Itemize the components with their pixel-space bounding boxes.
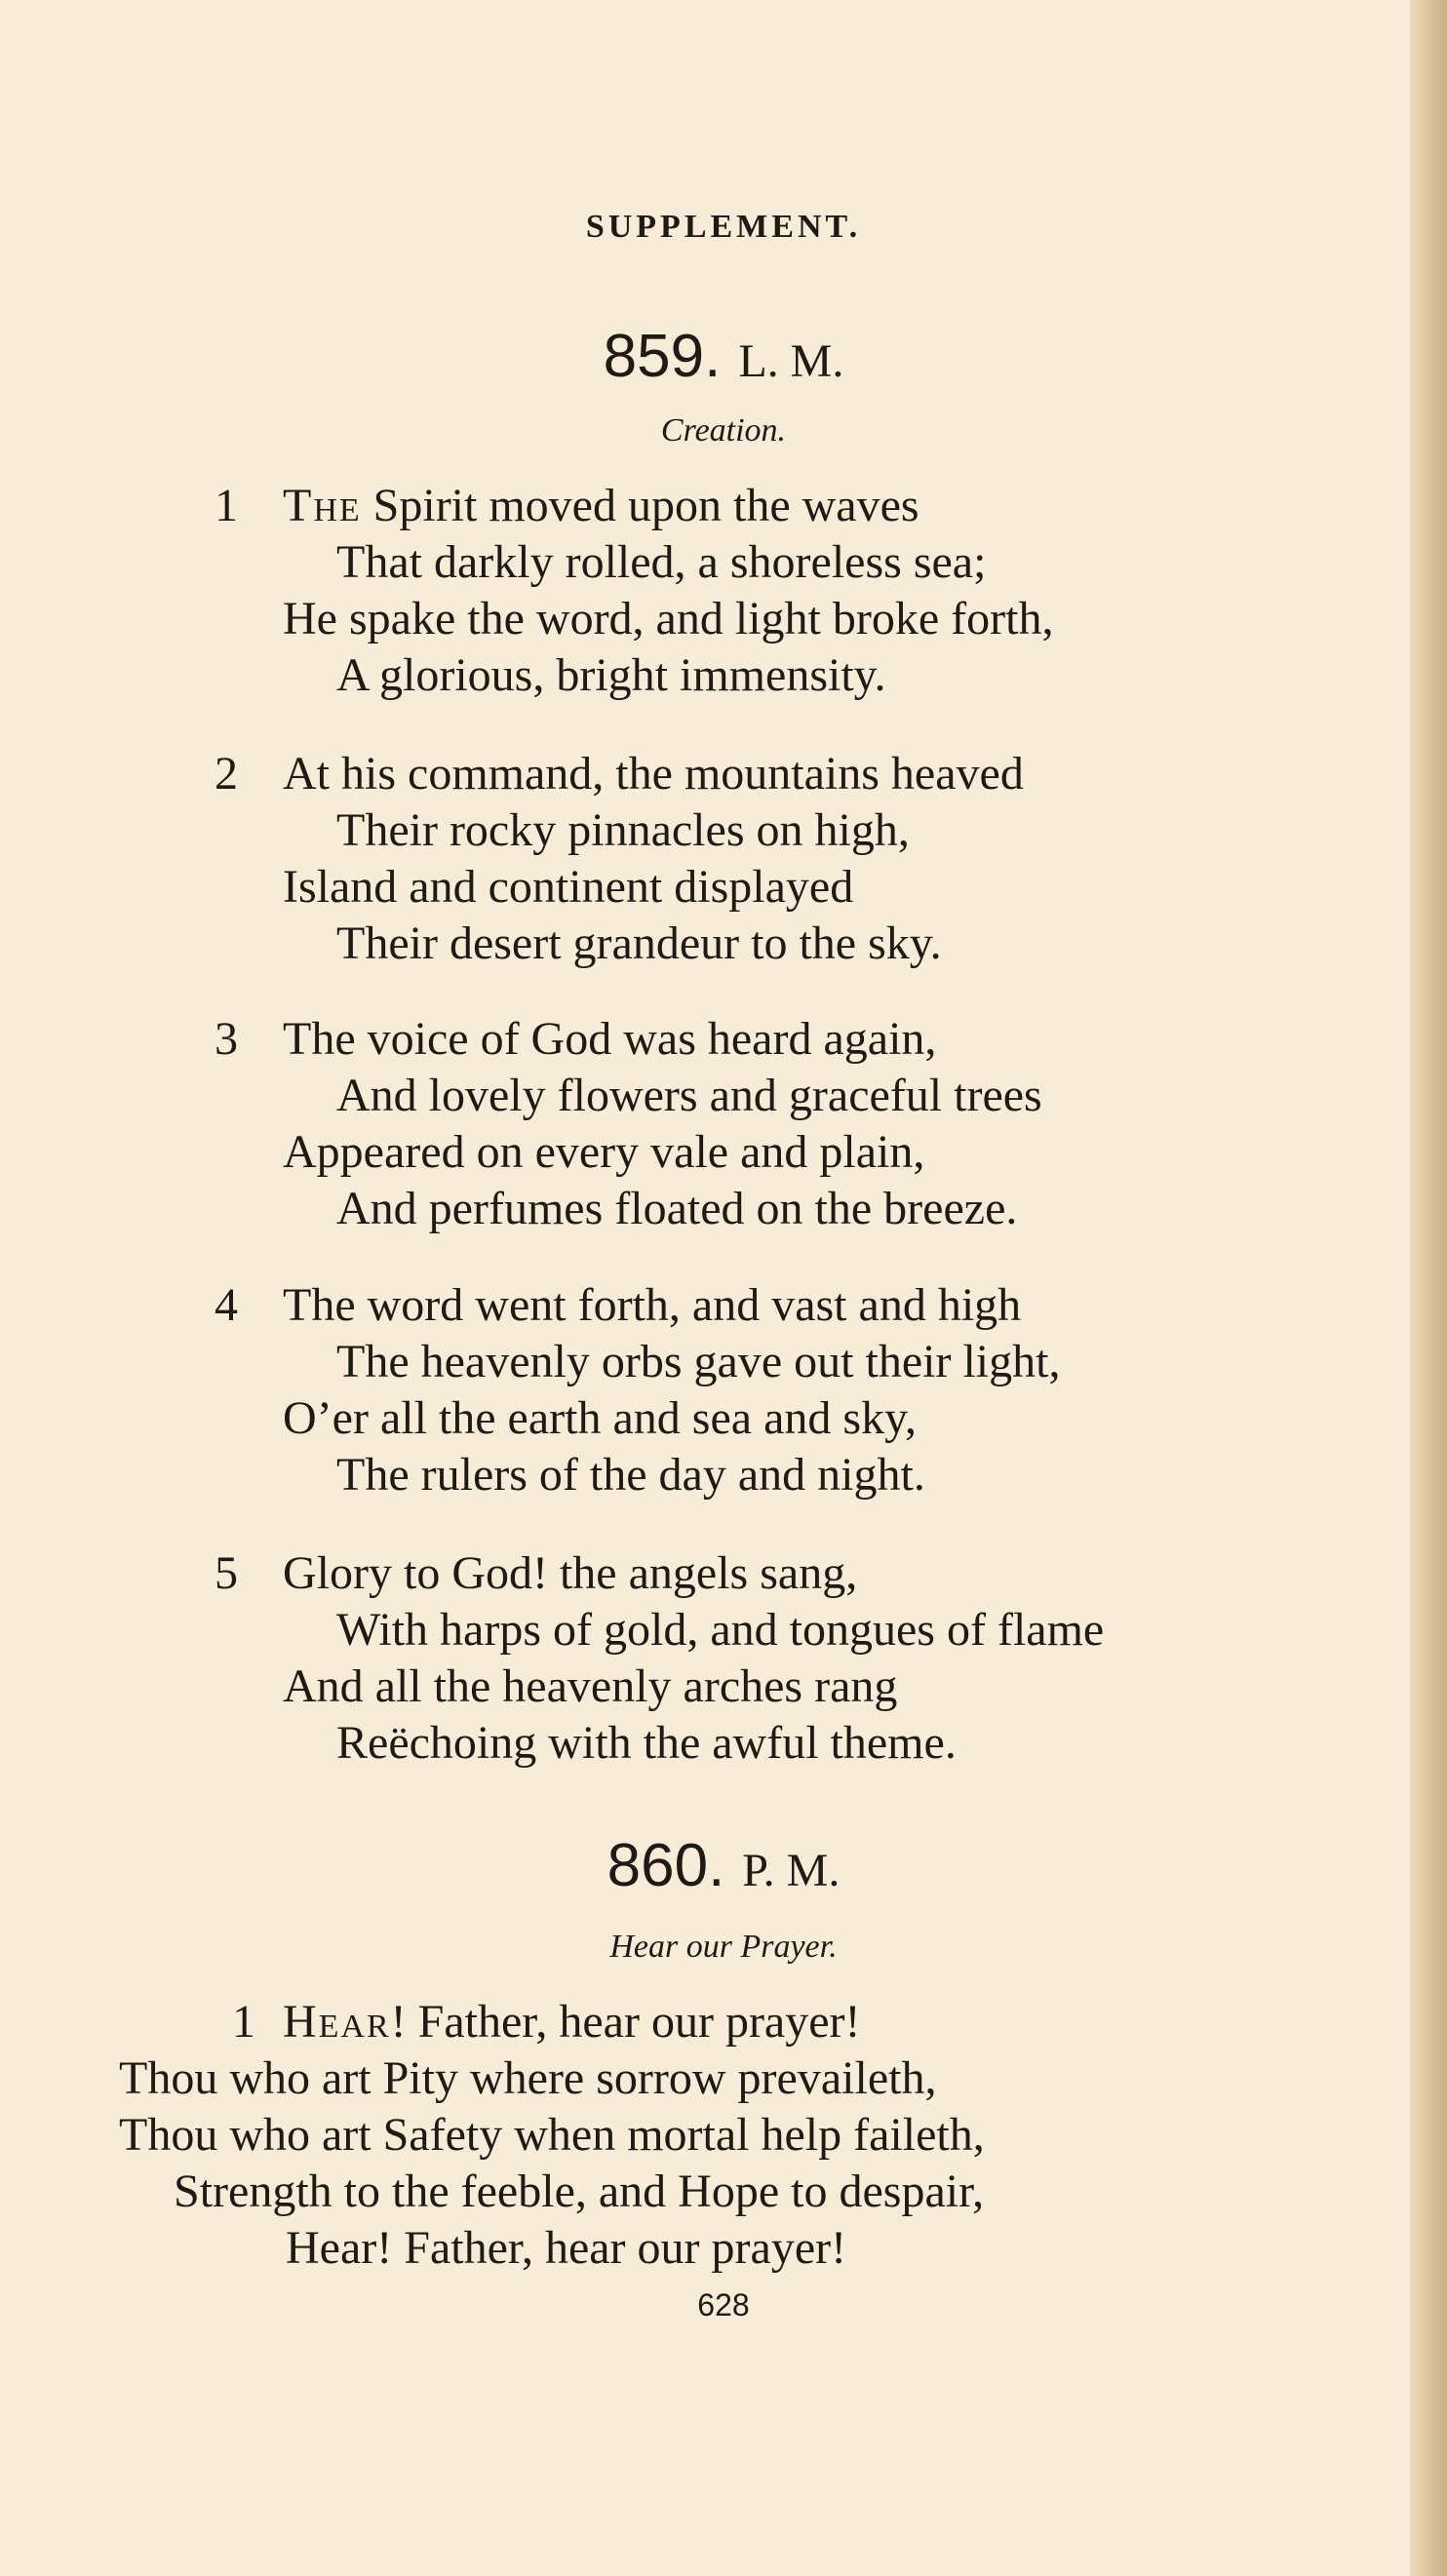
- stanza-line: Island and continent displayed: [283, 861, 854, 913]
- hymn-number: 860.: [606, 1832, 725, 1899]
- stanza-line: The word went forth, and vast and high: [283, 1279, 1022, 1331]
- running-title: SUPPLEMENT.: [585, 209, 862, 245]
- stanza-line: With harps of gold, and tongues of flame: [336, 1604, 1105, 1656]
- stanza-line: And perfumes floated on the breeze.: [336, 1183, 1018, 1234]
- stanza-line: A glorious, bright immensity.: [336, 649, 886, 701]
- hymn-860-heading: [0, 1832, 1447, 1899]
- stanza-line: Strength to the feeble, and Hope to despair,: [174, 2166, 985, 2217]
- stanza-line: The voice of God was heard again,: [283, 1013, 937, 1065]
- line-text: Spirit moved upon the waves: [372, 480, 919, 531]
- stanza-number: 1: [215, 480, 238, 531]
- hymn-subtitle: Hear our Prayer.: [609, 1929, 838, 1965]
- stanza-line: Glory to God! the angels sang,: [283, 1547, 858, 1599]
- stanza-line: Thou who art Pity where sorrow prevaileth,: [119, 2052, 937, 2104]
- stanza-line: [283, 1996, 861, 2048]
- hymn-number: 859.: [603, 323, 722, 390]
- stanza-line: Their desert grandeur to the sky.: [336, 917, 942, 969]
- stanza-line: Hear! Father, hear our prayer!: [286, 2222, 847, 2274]
- stanza-line: Appeared on every vale and plain,: [283, 1126, 925, 1178]
- stanza-line: Reëchoing with the awful theme.: [336, 1717, 957, 1769]
- stanza-line: That darkly rolled, a shoreless sea;: [336, 536, 987, 588]
- stanza-line: The rulers of the day and night.: [336, 1449, 925, 1501]
- lead-word: Hear: [283, 1996, 391, 2048]
- stanza-number: 4: [215, 1279, 238, 1331]
- hymn-subtitle: Creation.: [660, 412, 787, 449]
- stanza-number: 1: [232, 1996, 255, 2048]
- stanza-number: 5: [215, 1547, 238, 1599]
- stanza-line: O’er all the earth and sea and sky,: [283, 1392, 917, 1444]
- lead-word: The: [283, 480, 362, 531]
- hymn-meter: L. M.: [738, 335, 844, 387]
- stanza-line: The heavenly orbs gave out their light,: [336, 1336, 1061, 1387]
- page-number: 628: [697, 2287, 750, 2322]
- stanza-line: Thou who art Safety when mortal help faileth,: [119, 2109, 985, 2161]
- hymn-meter: P. M.: [742, 1845, 841, 1896]
- stanza-number: 3: [215, 1013, 238, 1065]
- stanza-line: He spake the word, and light broke forth,: [283, 593, 1054, 644]
- stanza-line: And lovely flowers and graceful trees: [336, 1070, 1042, 1121]
- stanza-line: Their rocky pinnacles on high,: [336, 804, 910, 856]
- line-text: ! Father, hear our prayer!: [390, 1996, 861, 2048]
- stanza-number: 2: [215, 748, 238, 800]
- stanza-line: At his command, the mountains heaved: [283, 748, 1024, 800]
- hymn-859-heading: [0, 323, 1447, 390]
- stanza-line: [283, 480, 919, 531]
- stanza-line: And all the heavenly arches rang: [283, 1660, 898, 1712]
